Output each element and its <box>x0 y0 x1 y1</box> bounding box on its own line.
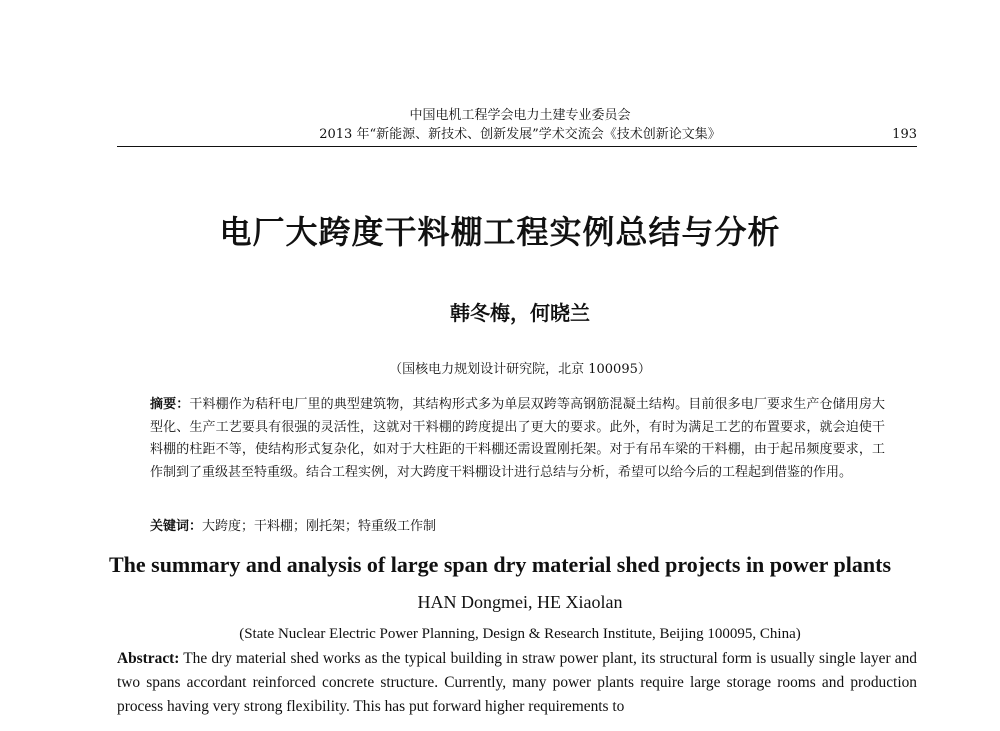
abstract-en <box>117 647 917 719</box>
abstract-en-label: Abstract: <box>117 650 180 667</box>
affiliation-cn: （国核电力规划设计研究院，北京 100095） <box>389 362 651 377</box>
header-conference: 2013 年“新能源、新技术、创新发展”学术交流会《技术创新论文集》 <box>319 127 721 142</box>
keywords-cn-text: 大跨度；干料棚；刚托架；特重级工作制 <box>202 519 437 534</box>
abstract-en-text: The dry material shed works as the typical building in straw power plant, its structural form is usually single layer and two spans accordant reinforced concrete structure. Currently, many power plants require large storage rooms and production process having very strong flexibility. This has put forward higher requirements to <box>117 650 917 715</box>
abstract-cn-label: 摘要： <box>150 397 190 412</box>
keywords-cn <box>150 517 885 537</box>
header-rule <box>117 146 917 147</box>
header-organization: 中国电机工程学会电力土建专业委员会 <box>409 108 631 123</box>
paper-title-cn: 电厂大跨度干料棚工程实例总结与分析 <box>219 213 781 251</box>
abstract-cn <box>150 394 885 484</box>
authors-en: HAN Dongmei, HE Xiaolan <box>417 592 623 612</box>
affiliation-en: (State Nuclear Electric Power Planning, Design & Research Institute, Beijing 100095, China) <box>239 626 801 642</box>
authors-cn: 韩冬梅，何晓兰 <box>450 301 590 325</box>
paper-title-en: The summary and analysis of large span dry material shed projects in power plants <box>108 552 892 577</box>
page-number: 193 <box>892 127 917 142</box>
abstract-cn-text: 干料棚作为秸秆电厂里的典型建筑物，其结构形式多为单层双跨等高钢筋混凝土结构。目前很多电厂要求生产仓储用房大型化、生产工艺要具有很强的灵活性，这就对干料棚的跨度提出了更大的要求。此外，有时为满足工艺的布置要求，就会迫使干料棚的柱距不等，使结构形式复杂化，如对于大柱距的干料棚还需设置刚托架。对于有吊车梁的干料棚，由于起吊频度要求，工作制到了重级甚至特重级。结合工程实例，对大跨度干料棚设计进行总结与分析，希望可以给今后的工程起到借鉴的作用。 <box>150 397 885 480</box>
keywords-cn-label: 关键词： <box>150 519 203 534</box>
